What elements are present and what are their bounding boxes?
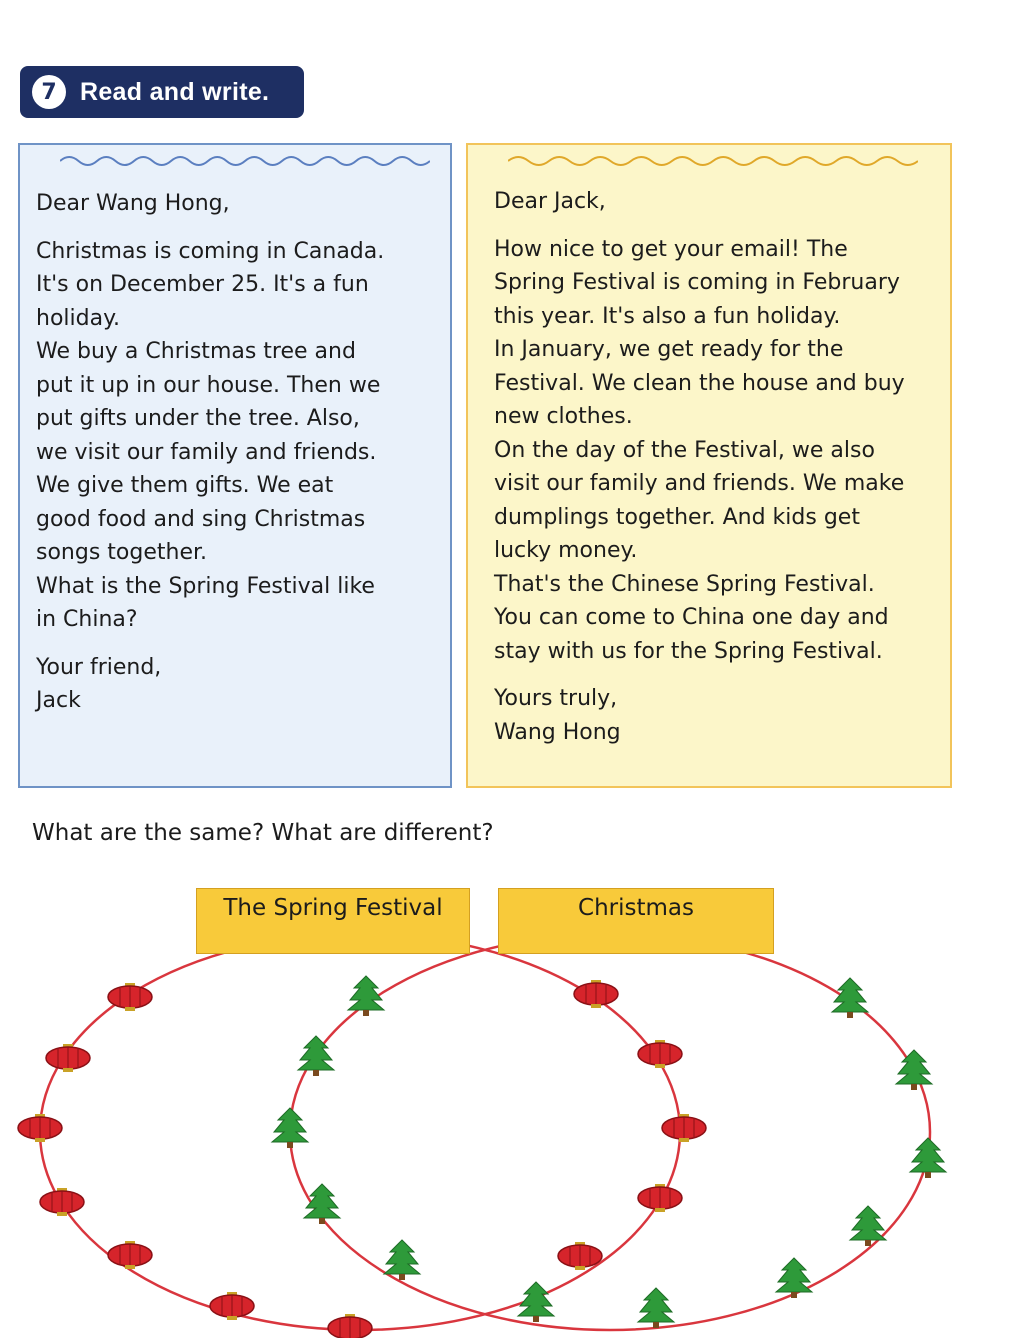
letter-line: lucky money.: [494, 538, 638, 563]
letter-line: What is the Spring Festival like: [36, 573, 375, 599]
tree-icon: [298, 1036, 334, 1076]
letter-line: We buy a Christmas tree and: [36, 339, 356, 364]
letter-from-jack: [18, 143, 452, 788]
lantern-icon: [108, 983, 152, 1011]
comparison-question: What are the same? What are different?: [32, 820, 494, 846]
letter-line: put gifts under the tree. Also,: [36, 406, 360, 431]
tree-icon: [348, 976, 384, 1016]
tree-icon: [638, 1288, 674, 1328]
lantern-icon: [18, 1114, 62, 1142]
letter-line: dumplings together. And kids get: [494, 504, 860, 530]
lantern-icon: [638, 1040, 682, 1068]
letter-line: Christmas is coming in Canada.: [36, 238, 385, 264]
letter-greeting: Dear Jack,: [494, 189, 606, 214]
lantern-icon: [210, 1292, 254, 1320]
letter-line: How nice to get your email! The: [494, 236, 848, 262]
letter-line: put it up in our house. Then we: [36, 372, 381, 398]
letter-line: In January, we get ready for the: [494, 337, 844, 362]
exercise-header: [20, 66, 304, 118]
letter-line: Festival. We clean the house and buy: [494, 370, 905, 396]
tree-icon: [384, 1240, 420, 1280]
tree-icon: [304, 1184, 340, 1224]
letter-closing: Yours truly,: [494, 686, 618, 711]
letter-line: good food and sing Christmas: [36, 506, 366, 532]
letter-line: in China?: [36, 607, 138, 632]
letter-from-wang-hong: [466, 143, 952, 788]
lantern-icon: [662, 1114, 706, 1142]
letter-line: songs together.: [36, 540, 207, 565]
letter-line: We give them gifts. We eat: [36, 473, 334, 498]
wavy-line-decoration: [508, 153, 918, 169]
letter-line: holiday.: [36, 305, 120, 331]
lantern-icon: [40, 1188, 84, 1216]
tree-icon: [776, 1258, 812, 1298]
letter-line: we visit our family and friends.: [36, 439, 377, 465]
tree-icon: [518, 1282, 554, 1322]
letter-line: new clothes.: [494, 404, 633, 429]
exercise-number: 7: [32, 75, 66, 109]
wavy-line-decoration: [60, 153, 430, 169]
letter-line: stay with us for the Spring Festival.: [494, 638, 883, 664]
venn-label-text: The Spring Festival: [223, 895, 443, 921]
lantern-icon: [46, 1044, 90, 1072]
lantern-icon: [638, 1184, 682, 1212]
venn-diagram[interactable]: [0, 900, 1024, 1338]
letter-signature: Wang Hong: [494, 719, 621, 745]
venn-label-text: Christmas: [578, 895, 694, 921]
tree-icon: [832, 978, 868, 1018]
letter-line: You can come to China one day and: [494, 605, 889, 630]
letter-signature: Jack: [36, 688, 81, 713]
letter-greeting: Dear Wang Hong,: [36, 191, 230, 216]
venn-label-christmas: [498, 888, 774, 954]
tree-icon: [850, 1206, 886, 1246]
exercise-title: Read and write.: [80, 77, 270, 106]
letter-line: visit our family and friends. We make: [494, 471, 905, 496]
letter-line: this year. It's also a fun holiday.: [494, 303, 841, 329]
letter-body: [36, 235, 440, 637]
letter-line: Spring Festival is coming in February: [494, 270, 900, 295]
lantern-icon: [574, 980, 618, 1008]
venn-label-spring-festival: [196, 888, 470, 954]
tree-icon: [896, 1050, 932, 1090]
letter-line: That's the Chinese Spring Festival.: [494, 571, 875, 597]
lantern-icon: [108, 1241, 152, 1269]
tree-icon: [910, 1138, 946, 1178]
letter-closing: Your friend,: [36, 654, 162, 680]
tree-icon: [272, 1108, 308, 1148]
letter-body: [494, 233, 940, 669]
letter-line: It's on December 25. It's a fun: [36, 272, 369, 297]
letter-line: On the day of the Festival, we also: [494, 437, 875, 463]
lantern-icon: [328, 1314, 372, 1338]
